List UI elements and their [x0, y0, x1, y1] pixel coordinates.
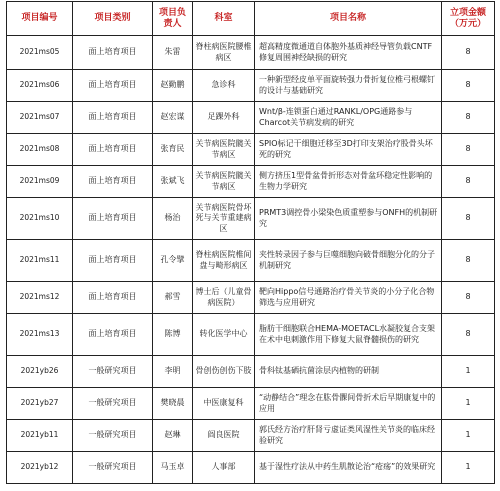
header-amount: 立项金额（万元） [442, 2, 495, 36]
cell-code: 2021ms13 [7, 314, 73, 356]
cell-code: 2021ms11 [7, 240, 73, 282]
cell-amount: 8 [442, 36, 495, 70]
table-row [7, 102, 495, 134]
header-name: 项目名称 [255, 2, 442, 36]
cell-code: 2021yb26 [7, 356, 73, 388]
cell-dept: 转化医学中心 [193, 314, 255, 356]
cell-project-name: PRMT3调控骨小梁染色质重塑参与ONFH的机制研究 [255, 198, 442, 240]
table-row [7, 452, 495, 484]
table-row [7, 166, 495, 198]
cell-amount: 8 [442, 240, 495, 282]
cell-code: 2021ms08 [7, 134, 73, 166]
cell-lead: 赵琳 [153, 420, 193, 452]
cell-amount: 8 [442, 166, 495, 198]
table-row [7, 356, 495, 388]
cell-lead: 朱雷 [153, 36, 193, 70]
cell-amount: 1 [442, 388, 495, 420]
header-dept: 科室 [193, 2, 255, 36]
cell-type: 面上培育项目 [73, 102, 153, 134]
cell-project-name: Wnt/β-连锁蛋白通过RANKL/OPG通路参与Charcot关节病发病的研究 [255, 102, 442, 134]
cell-lead: 张斌飞 [153, 166, 193, 198]
project-table-container [6, 1, 494, 484]
cell-dept: 关节病医院骨坏死与关节重建病区 [193, 198, 255, 240]
cell-code: 2021ms05 [7, 36, 73, 70]
table-row [7, 70, 495, 102]
table-row [7, 314, 495, 356]
cell-lead: 杨治 [153, 198, 193, 240]
cell-amount: 1 [442, 420, 495, 452]
table-row [7, 388, 495, 420]
cell-project-name: “动静结合”理念在肱骨髁间骨折术后早期康复中的应用 [255, 388, 442, 420]
project-table [6, 1, 495, 484]
cell-dept: 中医康复科 [193, 388, 255, 420]
cell-project-name: 侧方挤压1型骨盆骨折形态对骨盆环稳定性影响的生物力学研究 [255, 166, 442, 198]
cell-amount: 8 [442, 102, 495, 134]
cell-lead: 赵宏谋 [153, 102, 193, 134]
table-row [7, 420, 495, 452]
header-lead: 项目负责人 [153, 2, 193, 36]
cell-dept: 博士后（儿童骨病医院） [193, 282, 255, 314]
cell-code: 2021yb27 [7, 388, 73, 420]
cell-amount: 1 [442, 356, 495, 388]
cell-project-name: 脂肪干细胞联合HEMA-MOETACL水凝胶复合支架在术中电刺激作用下修复大鼠脊髓损伤的研究 [255, 314, 442, 356]
cell-type: 面上培育项目 [73, 198, 153, 240]
cell-code: 2021ms09 [7, 166, 73, 198]
cell-type: 面上培育项目 [73, 166, 153, 198]
table-body [7, 36, 495, 484]
table-row [7, 240, 495, 282]
cell-lead: 孔令擘 [153, 240, 193, 282]
cell-lead: 樊晓晨 [153, 388, 193, 420]
cell-dept: 脊柱病医院椎间盘与畸形病区 [193, 240, 255, 282]
table-row [7, 134, 495, 166]
cell-project-name: 骨科钛基硒抗菌涂层内植物的研制 [255, 356, 442, 388]
table-row [7, 36, 495, 70]
cell-lead: 郝雪 [153, 282, 193, 314]
cell-type: 面上培育项目 [73, 314, 153, 356]
table-header-row [7, 2, 495, 36]
cell-amount: 1 [442, 452, 495, 484]
cell-type: 一般研究项目 [73, 388, 153, 420]
cell-code: 2021ms12 [7, 282, 73, 314]
cell-lead: 张育民 [153, 134, 193, 166]
cell-type: 一般研究项目 [73, 420, 153, 452]
cell-project-name: SPIO标记干细胞迁移至3D打印支架治疗股骨头坏死的研究 [255, 134, 442, 166]
cell-code: 2021yb12 [7, 452, 73, 484]
cell-code: 2021ms06 [7, 70, 73, 102]
cell-project-name: 靶向Hippo信号通路治疗骨关节炎的小分子化合物筛选与应用研究 [255, 282, 442, 314]
cell-dept: 关节病医院髋关节病区 [193, 134, 255, 166]
cell-lead: 李明 [153, 356, 193, 388]
cell-type: 面上培育项目 [73, 36, 153, 70]
table-row [7, 198, 495, 240]
cell-project-name: 夹性转录因子参与巨噬细胞向破骨细胞分化的分子机制研究 [255, 240, 442, 282]
cell-type: 面上培育项目 [73, 240, 153, 282]
cell-dept: 人事部 [193, 452, 255, 484]
cell-dept: 急诊科 [193, 70, 255, 102]
header-code: 项目编号 [7, 2, 73, 36]
cell-project-name: 基于湿性疗法从中药生肌散论治“疮疡”的效果研究 [255, 452, 442, 484]
cell-type: 面上培育项目 [73, 70, 153, 102]
cell-lead: 马玉卓 [153, 452, 193, 484]
cell-dept: 阎良医院 [193, 420, 255, 452]
cell-dept: 关节病医院髋关节病区 [193, 166, 255, 198]
cell-code: 2021ms10 [7, 198, 73, 240]
cell-code: 2021ms07 [7, 102, 73, 134]
cell-type: 面上培育项目 [73, 282, 153, 314]
cell-amount: 8 [442, 198, 495, 240]
cell-project-name: 一种新型经皮单平面旋转强力骨折复位椎弓根螺钉的设计与基础研究 [255, 70, 442, 102]
table-row [7, 282, 495, 314]
cell-amount: 8 [442, 314, 495, 356]
cell-amount: 8 [442, 282, 495, 314]
cell-lead: 陈博 [153, 314, 193, 356]
cell-project-name: 郭氏经方治疗肝肾亏虚证类风湿性关节炎的临床经验研究 [255, 420, 442, 452]
cell-amount: 8 [442, 70, 495, 102]
cell-type: 一般研究项目 [73, 452, 153, 484]
cell-project-name: 超高精度微通道自体胞外基质神经导管负载CNTF修复周围神经缺损的研究 [255, 36, 442, 70]
cell-dept: 足踝外科 [193, 102, 255, 134]
cell-dept: 脊柱病医院腰椎病区 [193, 36, 255, 70]
cell-lead: 赵勤鹏 [153, 70, 193, 102]
cell-amount: 8 [442, 134, 495, 166]
header-type: 项目类别 [73, 2, 153, 36]
cell-type: 面上培育项目 [73, 134, 153, 166]
cell-dept: 骨创伤创伤下肢 [193, 356, 255, 388]
cell-type: 一般研究项目 [73, 356, 153, 388]
cell-code: 2021yb11 [7, 420, 73, 452]
